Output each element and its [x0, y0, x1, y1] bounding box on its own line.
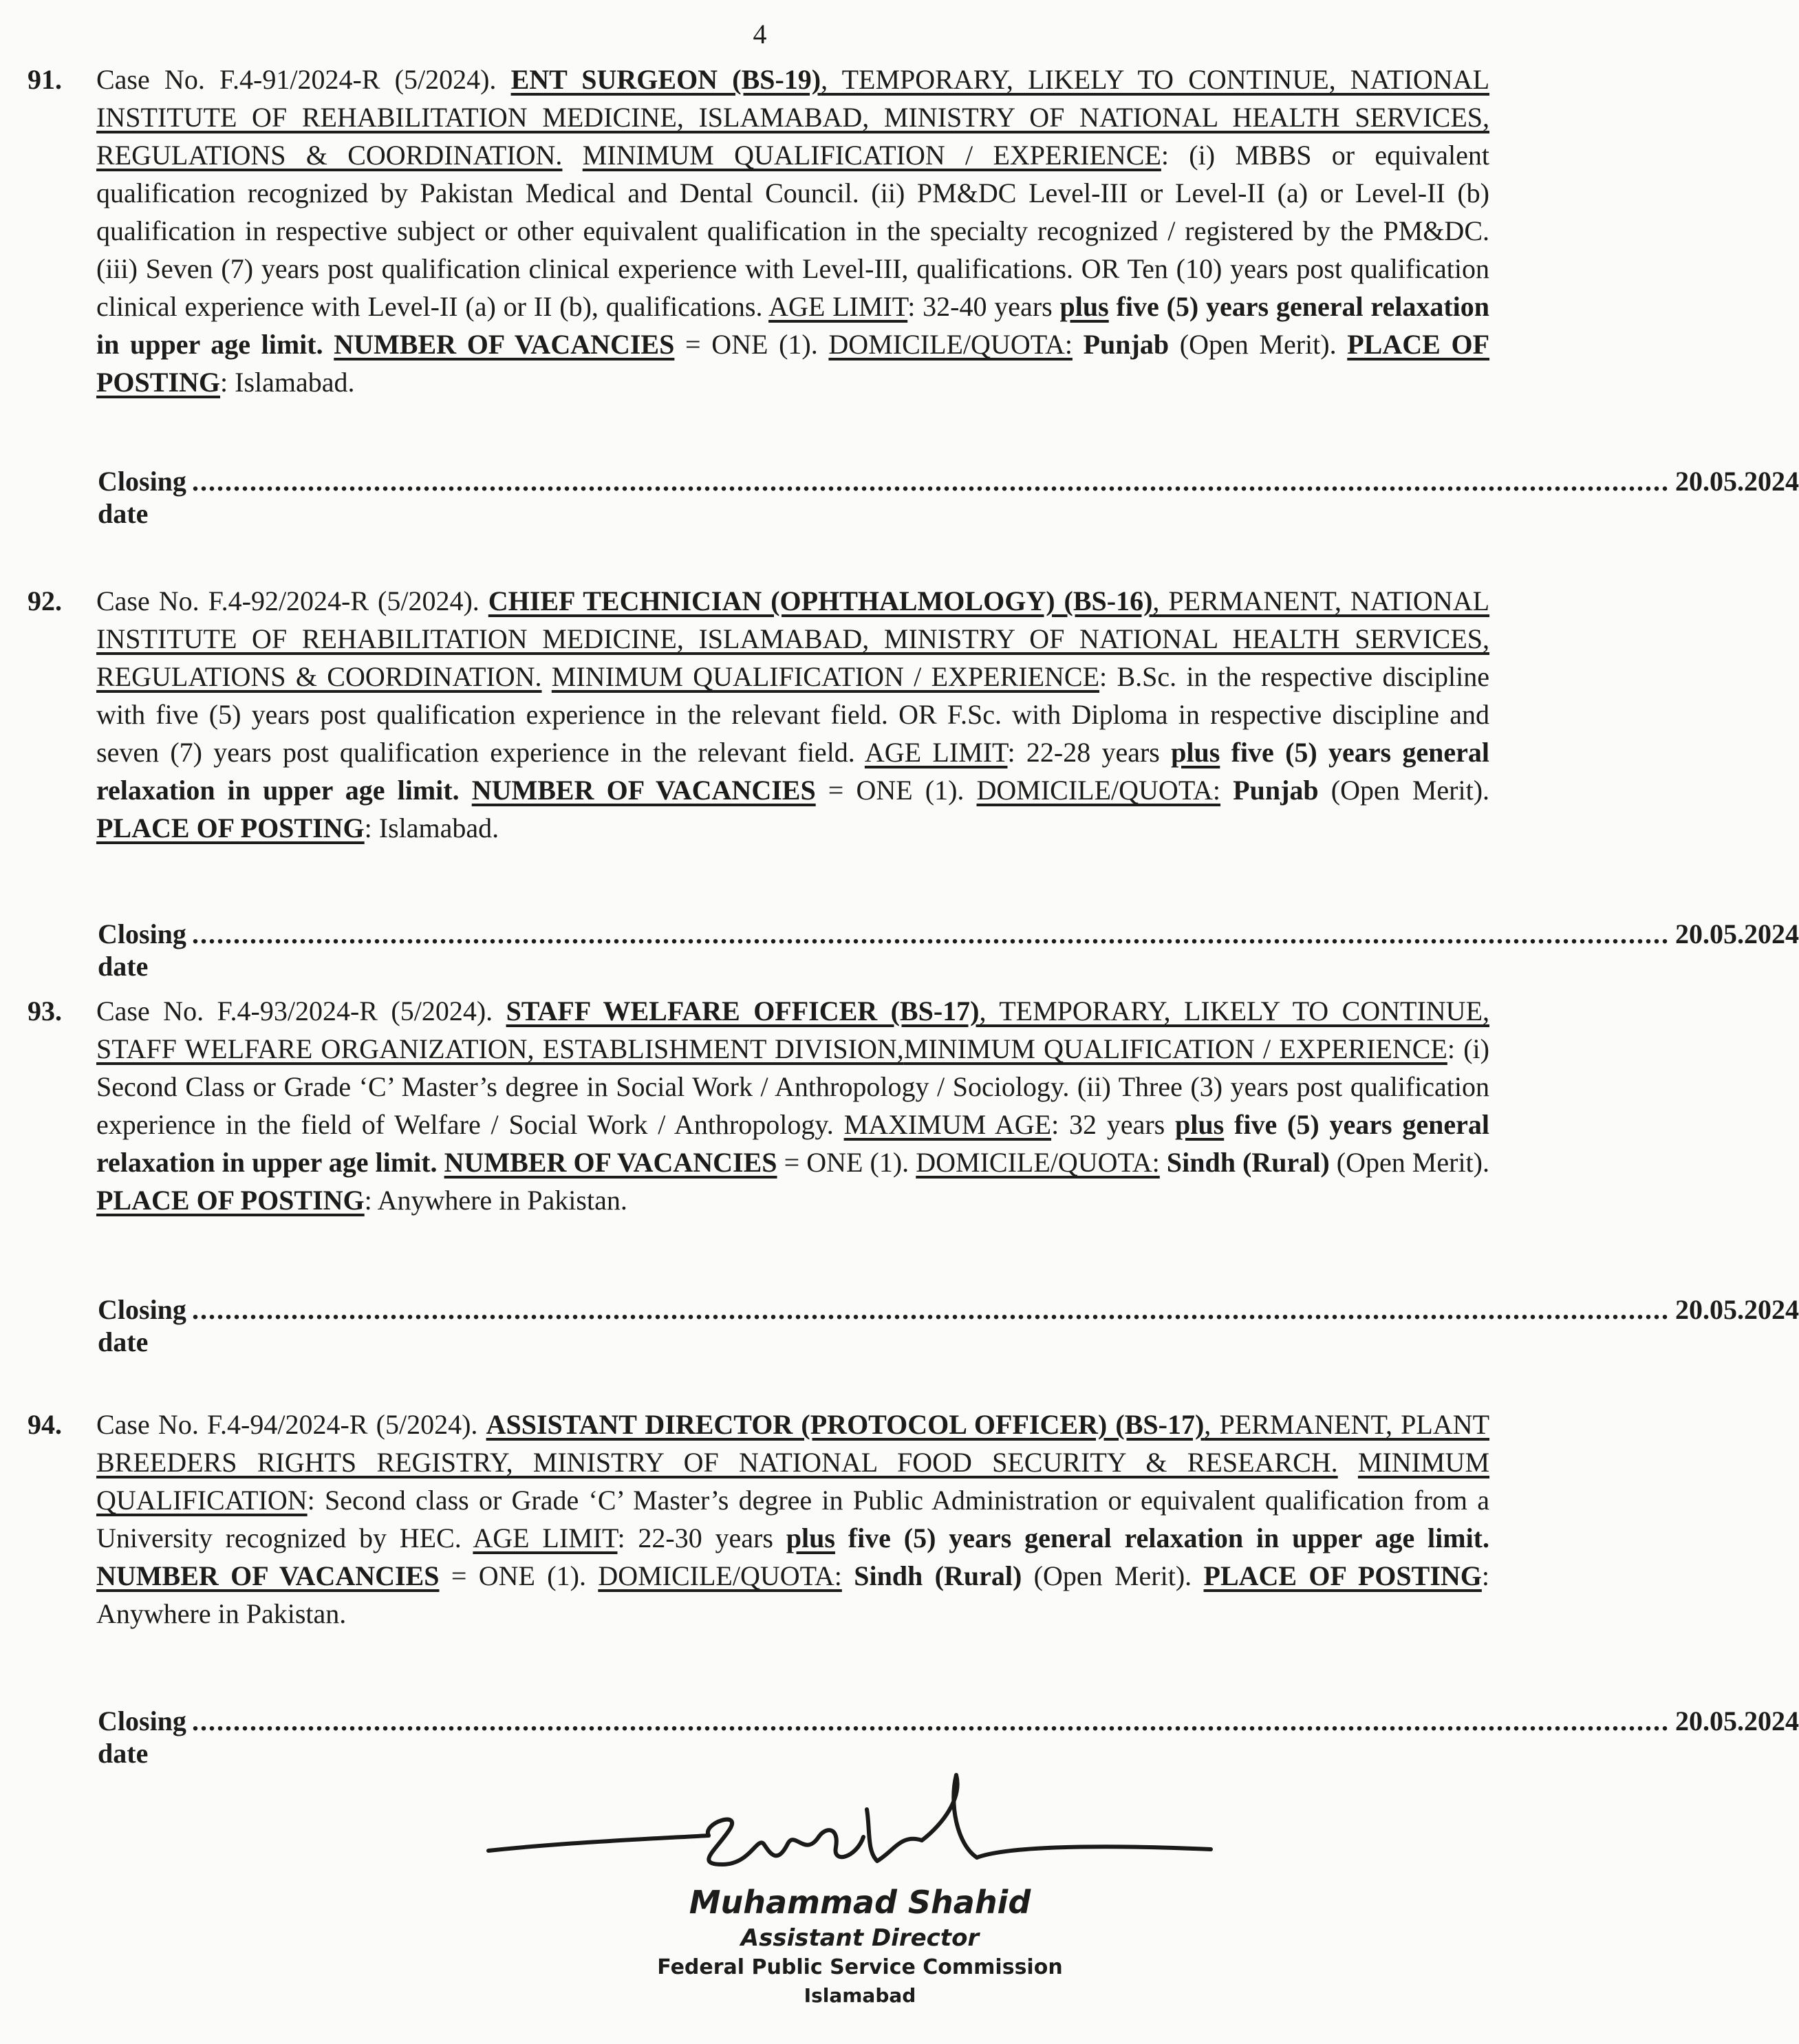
case-91 [28, 61, 1489, 401]
case-text-segment: DOMICILE/QUOTA: [828, 329, 1073, 360]
case-text-segment: : 32 years [1051, 1109, 1176, 1140]
case-text-segment [1073, 329, 1084, 360]
closing-date-value: 20.05.2024 [1674, 918, 1799, 949]
case-text-segment: : (i) Second Class or Grade ‘C’ Master’s degree in Social Work / Anthropology / Sociology. (ii) Three (3) years post qualification experience in the field of Welfare / Social Work / Anthropology. [96, 1033, 1489, 1140]
case-number: 92. [28, 585, 62, 616]
case-text-segment [1220, 775, 1233, 806]
case-text-segment: plus [1175, 1109, 1225, 1140]
case-text-segment: : Islamabad. [364, 813, 499, 843]
case-text-segment [323, 329, 334, 360]
case-text-segment: : B.Sc. in the respective discipline with five (5) years post qualification experience in the relevant field. OR F.Sc. with Diploma in respective discipline and seven (7) years post qualification experience in the relevant field. [96, 661, 1489, 768]
case-text-segment: PLACE OF POSTING [96, 329, 1490, 398]
case-text-segment: Punjab [1083, 329, 1170, 360]
signatory-organization: Federal Public Service Commission [657, 1955, 1063, 1979]
signature-block [482, 1761, 1238, 2036]
closing-date-leader: ................................................................................................................................................................................... [191, 466, 1670, 497]
case-text-segment: five (5) years general relaxation in upper age limit. [834, 1523, 1490, 1553]
case-text-segment: , TEMPORARY, LIKELY TO CONTINUE, STAFF WELFARE ORGANIZATION, ESTABLISHMENT DIVISION, [96, 996, 1489, 1064]
signatory-title: Assistant Director [740, 1924, 980, 1952]
case-text-segment [460, 775, 472, 806]
case-text-segment: NUMBER OF VACANCIES [444, 1147, 777, 1178]
case-text-segment: AGE LIMIT [473, 1523, 618, 1553]
case-93 [28, 992, 1489, 1219]
handwritten-signature [482, 1761, 1238, 1885]
case-number: 94. [28, 1409, 62, 1440]
closing-date-value: 20.05.2024 [1674, 466, 1799, 497]
case-text-segment: = ONE (1). [674, 329, 829, 360]
case-text-segment: = ONE (1). [815, 775, 977, 806]
case-text-segment: : 32-40 years [907, 291, 1060, 322]
case-94 [28, 1406, 1489, 1633]
case-text-segment: DOMICILE/QUOTA: [916, 1147, 1160, 1178]
case-text-segment [1338, 1447, 1358, 1478]
case-text-segment: (Open Merit). [1169, 329, 1348, 360]
case-text-segment: NUMBER OF VACANCIES [471, 775, 816, 806]
case-text-segment: Case No. F.4-94/2024-R (5/2024). [96, 1409, 486, 1440]
case-text-segment: = ONE (1). [777, 1147, 916, 1178]
signatory-name: Muhammad Shahid [689, 1884, 1031, 1921]
case-text-segment [562, 140, 582, 171]
closing-date-label: Closing date [98, 1706, 186, 1769]
case-text-segment: DOMICILE/QUOTA: [976, 775, 1221, 806]
case-text-segment: MINIMUM QUALIFICATION / EXPERIENCE [551, 661, 1100, 692]
case-text-segment: (Open Merit). [1022, 1560, 1204, 1591]
case-text-segment: CHIEF TECHNICIAN (OPHTHALMOLOGY) (BS-16) [488, 585, 1153, 616]
closing-date-label: Closing date [98, 918, 186, 982]
case-text-segment: Case No. F.4-92/2024-R (5/2024). [96, 585, 488, 616]
closing-date-value: 20.05.2024 [1674, 1294, 1799, 1325]
case-text-segment: : (i) MBBS or equivalent qualification recognized by Pakistan Medical and Dental Council. (ii) PM&DC Level-III or Level-II (a) or Level-II (b) qualification in respective subject or other equivalent qualification in the specialty recognized / registered by the PM&DC. (iii) Seven (7) years post qualification clinical experience with Level-III, qualifications. OR Ten (10) years post qualification clinical experience with Level-II (a) or II (b), qualifications. [96, 140, 1489, 322]
case-text-segment: Case No. F.4-93/2024-R (5/2024). [96, 996, 506, 1026]
case-text-segment: STAFF WELFARE OFFICER (BS-17) [506, 996, 980, 1026]
case-text-segment: ASSISTANT DIRECTOR (PROTOCOL OFFICER) (BS-17) [486, 1409, 1205, 1440]
case-text-segment: , TEMPORARY, LIKELY TO CONTINUE, NATIONAL INSTITUTE OF REHABILITATION MEDICINE, ISLAMABAD, MINISTRY OF NATIONAL HEALTH SERVICES, REGULATIONS & COORDINATION. [96, 64, 1489, 171]
case-text-segment: AGE LIMIT [768, 291, 908, 322]
case-text-segment: : 22-28 years [1007, 737, 1172, 768]
signatory-city: Islamabad [804, 1984, 916, 2007]
case-text-segment: PLACE OF POSTING [96, 813, 365, 843]
case-text-segment: , PERMANENT, NATIONAL INSTITUTE OF REHABILITATION MEDICINE, ISLAMABAD, MINISTRY OF NATIONAL HEALTH SERVICES, REGULATIONS & COORDINATION. [96, 585, 1490, 692]
closing-date-leader: ................................................................................................................................................................................... [191, 1294, 1670, 1325]
case-text-segment: ENT SURGEON (BS-19) [510, 64, 821, 95]
closing-date-row [98, 1705, 1799, 1769]
case-text-segment: : Anywhere in Pakistan. [364, 1185, 627, 1216]
closing-date-leader: ................................................................................................................................................................................... [191, 918, 1670, 949]
case-text-segment [541, 661, 551, 692]
case-text-segment: : 22-30 years [617, 1523, 786, 1553]
closing-date-leader: ................................................................................................................................................................................... [191, 1706, 1670, 1736]
case-text-segment: MINIMUM QUALIFICATION [96, 1447, 1490, 1516]
case-number: 93. [28, 996, 62, 1026]
case-body [96, 1406, 1489, 1633]
case-text-segment [438, 1147, 444, 1178]
case-text-segment [842, 1560, 854, 1591]
case-text-segment: MINIMUM QUALIFICATION / EXPERIENCE [582, 140, 1161, 171]
closing-date-value: 20.05.2024 [1674, 1706, 1799, 1736]
closing-date-row [98, 465, 1799, 530]
closing-date-row [98, 1293, 1799, 1358]
closing-date-label: Closing date [98, 1294, 186, 1357]
case-text-segment: : Islamabad. [220, 367, 355, 398]
case-text-segment: Case No. F.4-91/2024-R (5/2024). [96, 64, 511, 95]
case-text-segment: DOMICILE/QUOTA: [598, 1560, 842, 1591]
case-text-segment: Sindh (Rural) [854, 1560, 1022, 1591]
case-text-segment: MINIMUM QUALIFICATION / EXPERIENCE [903, 1033, 1447, 1064]
case-text-segment: NUMBER OF VACANCIES [334, 329, 675, 360]
case-text-segment: : Anywhere in Pakistan. [96, 1560, 1490, 1629]
case-text-segment: plus [786, 1523, 835, 1553]
case-text-segment: , PERMANENT, PLANT BREEDERS RIGHTS REGISTRY, MINISTRY OF NATIONAL FOOD SECURITY & RESEARCH. [96, 1409, 1490, 1478]
case-text-segment: AGE LIMIT [864, 737, 1008, 768]
case-text-segment: Punjab [1233, 775, 1319, 806]
case-text-segment: Sindh (Rural) [1166, 1147, 1330, 1178]
case-text-segment: five (5) years general relaxation in upper age limit. [96, 1109, 1489, 1178]
case-text-segment: PLACE OF POSTING [1203, 1560, 1482, 1591]
case-text-segment: five (5) years general relaxation in upper age limit. [96, 291, 1489, 360]
case-text-segment: plus [1171, 737, 1220, 768]
case-text-segment: (Open Merit). [1329, 1147, 1489, 1178]
case-text-segment: = ONE (1). [439, 1560, 599, 1591]
case-text-segment: plus [1059, 291, 1109, 322]
case-text-segment: NUMBER OF VACANCIES [96, 1560, 440, 1591]
closing-date-label: Closing date [98, 466, 186, 529]
case-body [96, 61, 1489, 401]
case-text-segment [1160, 1147, 1167, 1178]
case-text-segment: (Open Merit). [1318, 775, 1490, 806]
case-body [96, 582, 1489, 847]
case-text-segment: MAXIMUM AGE [843, 1109, 1052, 1140]
case-body [96, 992, 1489, 1219]
closing-date-row [98, 918, 1799, 982]
case-text-segment: : Second class or Grade ‘C’ Master’s degree in Public Administration or equivalent qualification from a University recognized by HEC. [96, 1485, 1489, 1553]
case-92 [28, 582, 1489, 847]
case-text-segment: PLACE OF POSTING [96, 1185, 365, 1216]
page-number: 4 [753, 19, 767, 50]
case-text-segment: five (5) years general relaxation in upper age limit. [96, 737, 1489, 806]
case-number: 91. [28, 64, 62, 95]
